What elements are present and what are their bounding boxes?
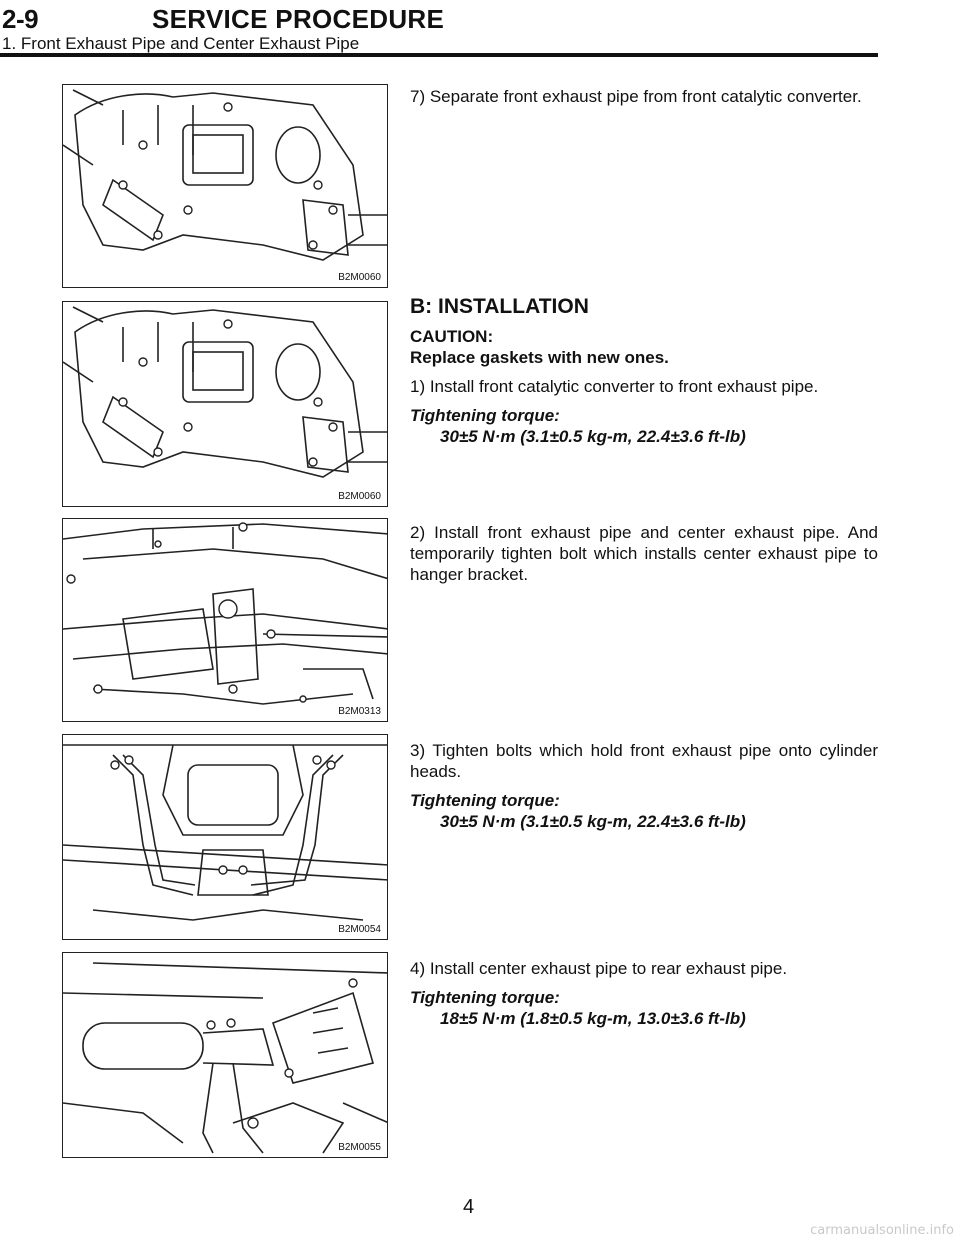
step-1-torque-value: 30±5 N·m (3.1±0.5 kg-m, 22.4±3.6 ft-lb) <box>440 427 746 446</box>
step-3-block <box>410 740 878 832</box>
caution-label: CAUTION: <box>410 327 494 346</box>
watermark[interactable]: carmanualsonline.info <box>810 1223 954 1238</box>
step-1-text: 1) Install front catalytic converter to front exhaust pipe. <box>410 377 819 396</box>
step-4-torque-label: Tightening torque: <box>410 988 560 1007</box>
step-4-torque-value: 18±5 N·m (1.8±0.5 kg-m, 13.0±3.6 ft-lb) <box>440 1009 746 1028</box>
section-number: 2-9 <box>2 4 39 34</box>
figure-4-illustration <box>63 735 388 940</box>
step-3-text: 3) Tighten bolts which hold front exhaust pipe onto cylinder heads. <box>410 741 878 781</box>
figure-2-illustration <box>63 302 388 507</box>
figure-code: B2M0060 <box>338 491 381 502</box>
section-subtitle: 1. Front Exhaust Pipe and Center Exhaust Pipe <box>2 34 360 53</box>
step-4-block <box>410 958 878 1029</box>
page-number: 4 <box>463 1196 475 1218</box>
installation-heading: B: INSTALLATION <box>410 295 589 318</box>
figure-code: B2M0313 <box>338 706 381 717</box>
step-3-torque-value: 30±5 N·m (3.1±0.5 kg-m, 22.4±3.6 ft-lb) <box>440 812 746 831</box>
step-4-text: 4) Install center exhaust pipe to rear exhaust pipe. <box>410 959 788 978</box>
caution-text: Replace gaskets with new ones. <box>410 348 669 367</box>
figure-4 <box>62 734 388 940</box>
section-title: SERVICE PROCEDURE <box>152 4 445 34</box>
figure-5-illustration <box>63 953 388 1158</box>
installation-block <box>410 296 878 447</box>
step-2-text: 2) Install front exhaust pipe and center exhaust pipe. And temporarily tighten bolt which installs center exhaust pipe to hanger bracket. <box>410 523 878 584</box>
figure-5 <box>62 952 388 1158</box>
figure-1-illustration <box>63 85 388 288</box>
figure-1 <box>62 84 388 288</box>
figure-2 <box>62 301 388 507</box>
step-1-torque-label: Tightening torque: <box>410 406 560 425</box>
figure-code: B2M0054 <box>338 924 381 935</box>
step-7-block <box>410 86 878 107</box>
figure-code: B2M0055 <box>338 1142 381 1153</box>
figure-3 <box>62 518 388 722</box>
figure-3-illustration <box>63 519 388 722</box>
step-3-torque-label: Tightening torque: <box>410 791 560 810</box>
step-2-block <box>410 522 878 585</box>
header-rule <box>0 53 878 57</box>
step-7-text: 7) Separate front exhaust pipe from front catalytic converter. <box>410 87 862 106</box>
page-header <box>0 0 960 60</box>
figure-code: B2M0060 <box>338 272 381 283</box>
